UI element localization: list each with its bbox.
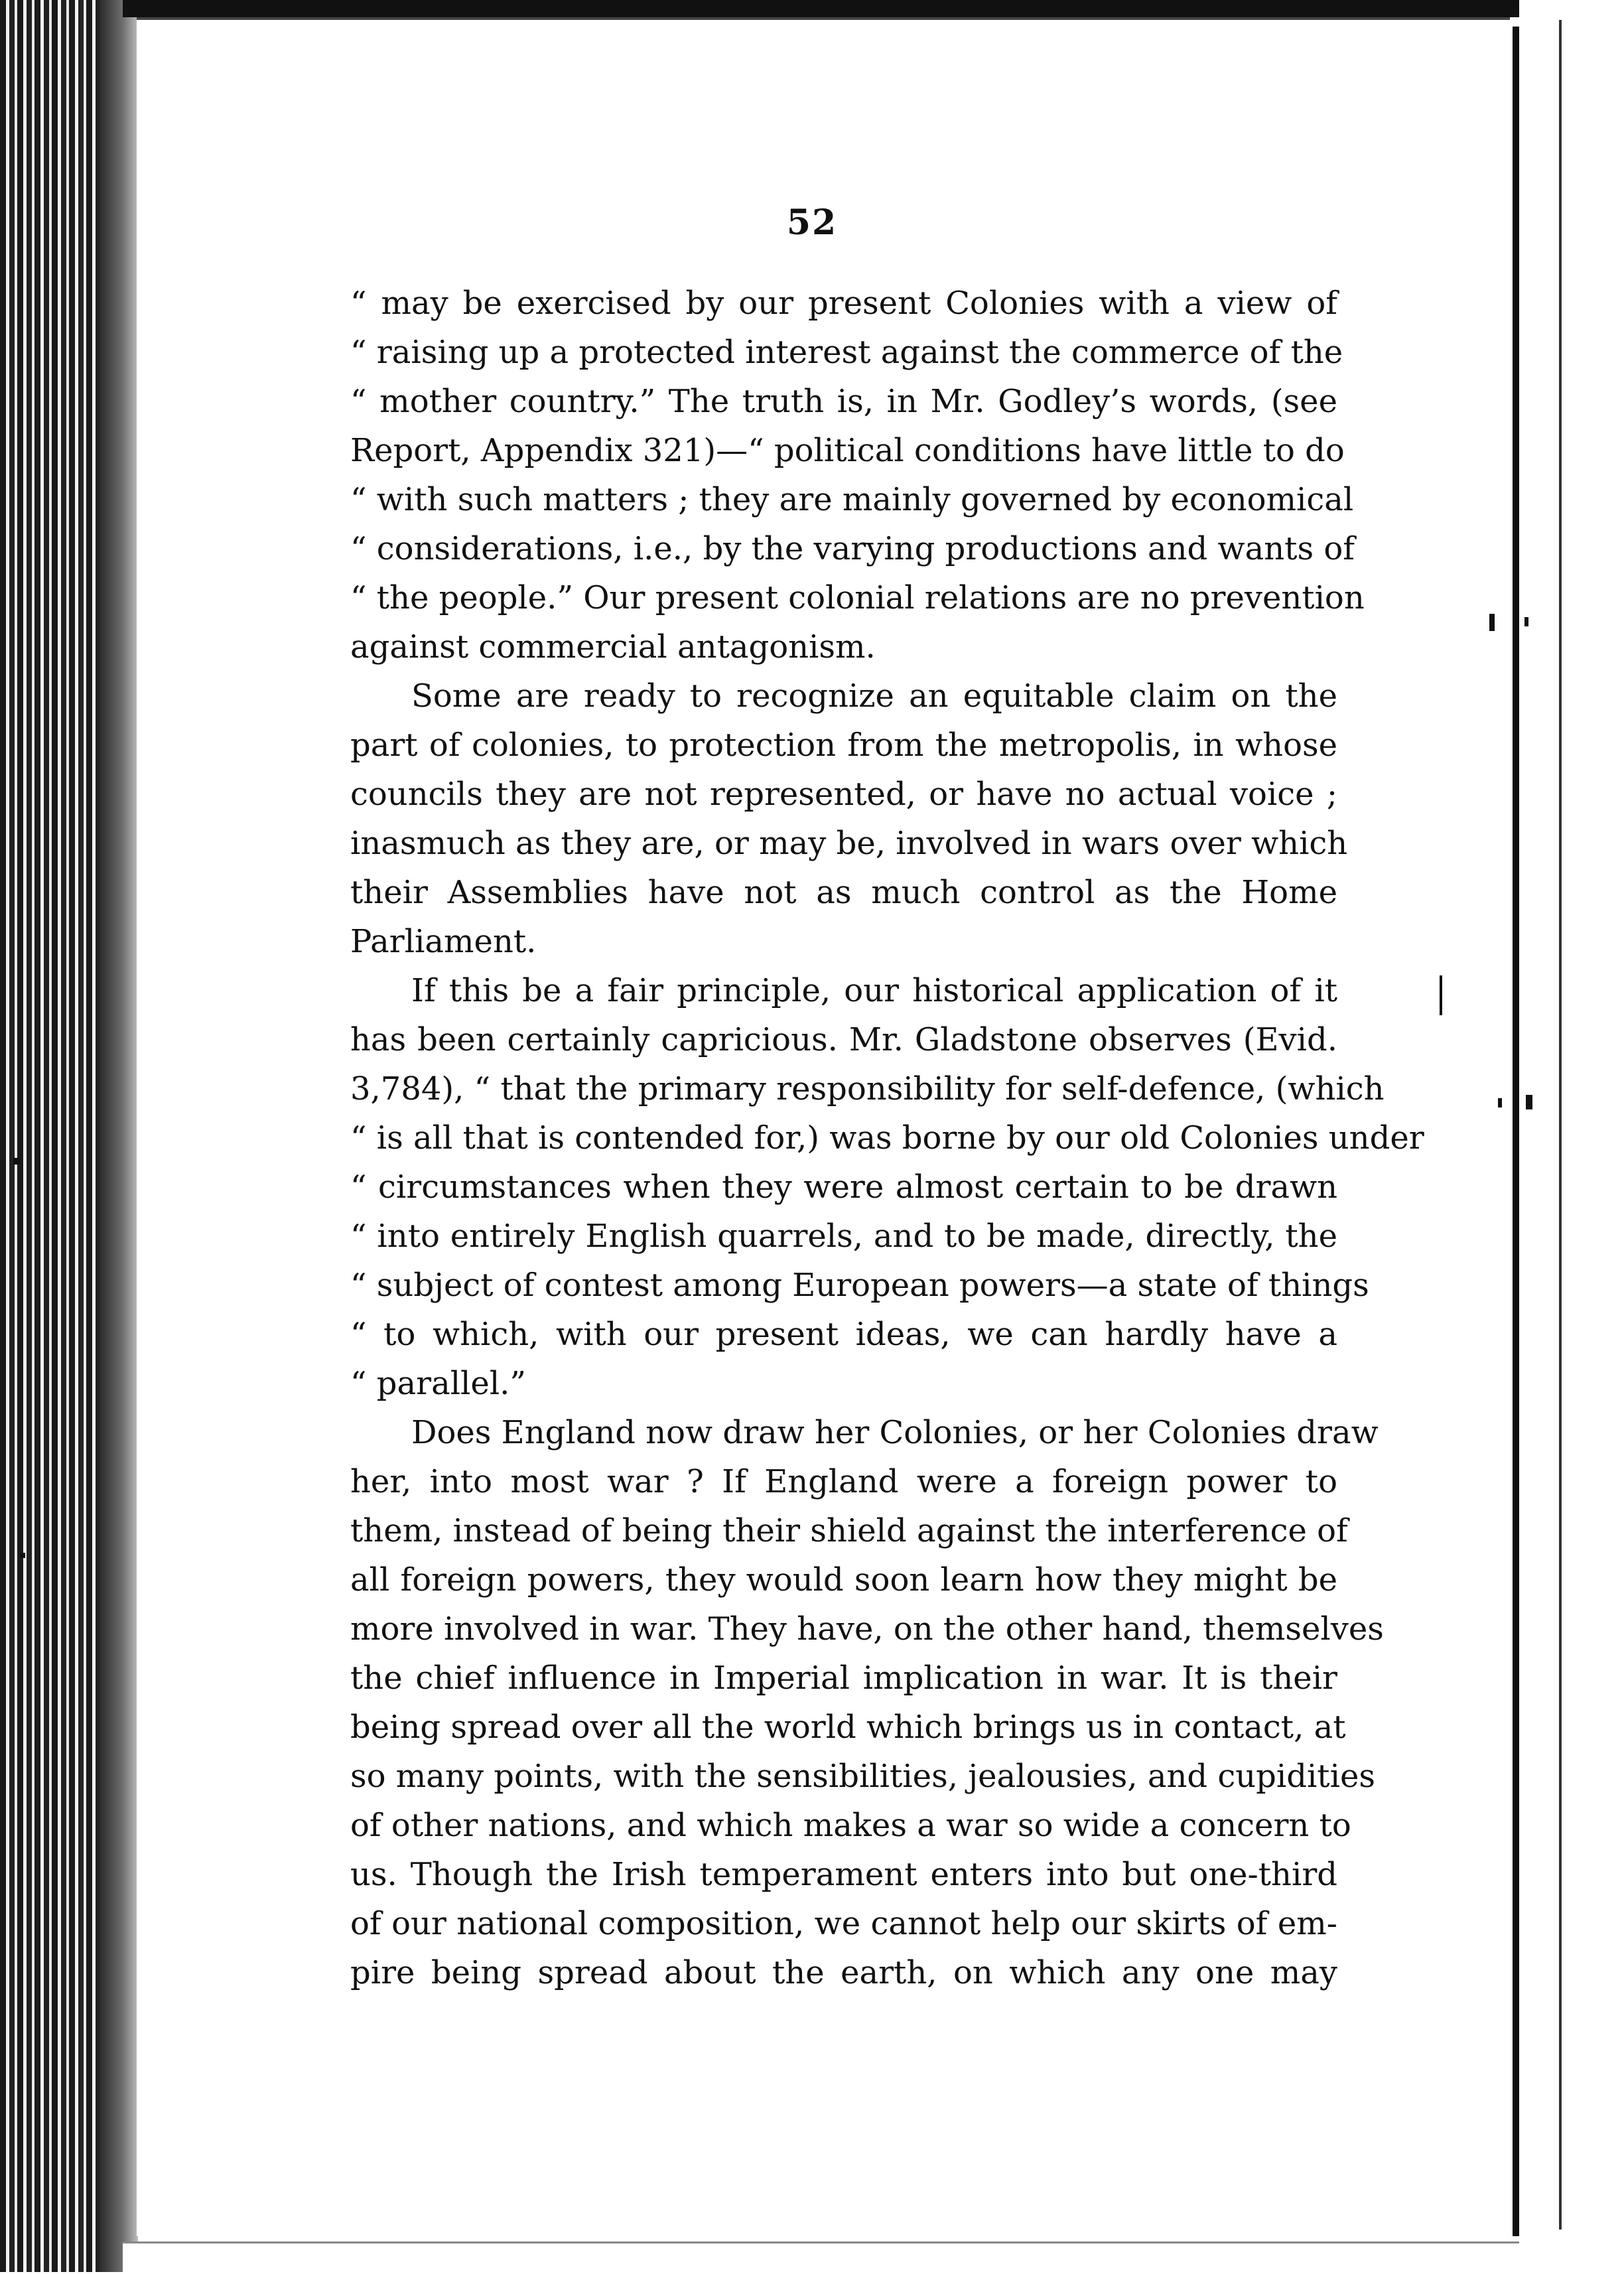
text-line: Some are ready to recognize an equitable claim on the (411, 677, 1337, 715)
text-line: “ is all that is contended for,) was borne by our old Colonies under (350, 1119, 1424, 1157)
text-line: against commercial antagonism. (350, 628, 876, 666)
text-line: pire being spread about the earth, on which any one may (350, 1954, 1337, 1991)
text-line: all foreign powers, they would soon learn how they might be (350, 1561, 1337, 1599)
text-line: inasmuch as they are, or may be, involved in wars over which (350, 825, 1348, 862)
text-line: their Assemblies have not as much control as the Home (350, 874, 1337, 911)
text-line: “ may be exercised by our present Colonies with a view of (350, 285, 1337, 322)
facing-page-margin (1519, 0, 1624, 2272)
facing-page-outer-edge (1559, 20, 1562, 2230)
scan-speck (1524, 617, 1528, 626)
text-line: “ raising up a protected interest against the commerce of the (350, 334, 1343, 371)
text-line: Parliament. (350, 923, 537, 960)
scan-speck (1489, 614, 1495, 631)
text-line: so many points, with the sensibilities, jealousies, and cupidities (350, 1758, 1375, 1795)
text-line: us. Though the Irish temperament enters into but one-third (350, 1856, 1337, 1893)
book-gutter-shadow (100, 0, 138, 2272)
scan-speck (13, 1158, 20, 1165)
page-number: 52 (786, 202, 838, 243)
scan-speck (1440, 975, 1442, 1015)
text-line: Report, Appendix 321)—“ political conditions have little to do (350, 432, 1345, 469)
text-line: “ circumstances when they were almost certain to be drawn (350, 1169, 1337, 1206)
text-line: “ the people.” Our present colonial relations are no prevention (350, 579, 1365, 616)
text-line: Does England now draw her Colonies, or her Colonies draw (411, 1414, 1379, 1451)
scan-speck (1498, 1098, 1502, 1107)
book-top-edge (123, 0, 1529, 17)
text-line: the chief influence in Imperial implication in war. It is their (350, 1660, 1337, 1697)
text-line: of our national composition, we cannot help our skirts of em- (350, 1905, 1337, 1942)
text-line: “ with such matters ; they are mainly governed by economical (350, 481, 1354, 518)
text-line: If this be a fair principle, our historical application of it (411, 972, 1337, 1009)
text-line: her, into most war ? If England were a foreign power to (350, 1463, 1337, 1500)
text-line: of other nations, and which makes a war so wide a concern to (350, 1807, 1351, 1844)
text-line: “ mother country.” The truth is, in Mr. Godley’s words, (see (350, 383, 1337, 420)
text-line: more involved in war. They have, on the other hand, themselves (350, 1610, 1384, 1648)
scan-speck (1526, 1095, 1532, 1109)
text-line: “ parallel.” (350, 1365, 526, 1402)
text-line: “ considerations, i.e., by the varying productions and wants of (350, 530, 1355, 567)
text-line: them, instead of being their shield against the interference of (350, 1512, 1348, 1549)
body-text (350, 279, 1424, 1997)
text-line: part of colonies, to protection from the metropolis, in whose (350, 727, 1337, 764)
scan-speck (20, 1553, 25, 1558)
book-bottom-edge (123, 2241, 1529, 2274)
text-line: 3,784), “ that the primary responsibility for self-defence, (which (350, 1070, 1385, 1107)
text-line: “ subject of contest among European powers—a state of things (350, 1267, 1369, 1304)
text-line: has been certainly capricious. Mr. Gladstone observes (Evid. (350, 1021, 1337, 1058)
facing-page-edge (1513, 27, 1519, 2236)
text-line: being spread over all the world which brings us in contact, at (350, 1709, 1346, 1746)
text-line: councils they are not represented, or have no actual voice ; (350, 776, 1337, 813)
text-line: “ into entirely English quarrels, and to be made, directly, the (350, 1218, 1337, 1255)
text-line: “ to which, with our present ideas, we can hardly have a (350, 1316, 1337, 1353)
